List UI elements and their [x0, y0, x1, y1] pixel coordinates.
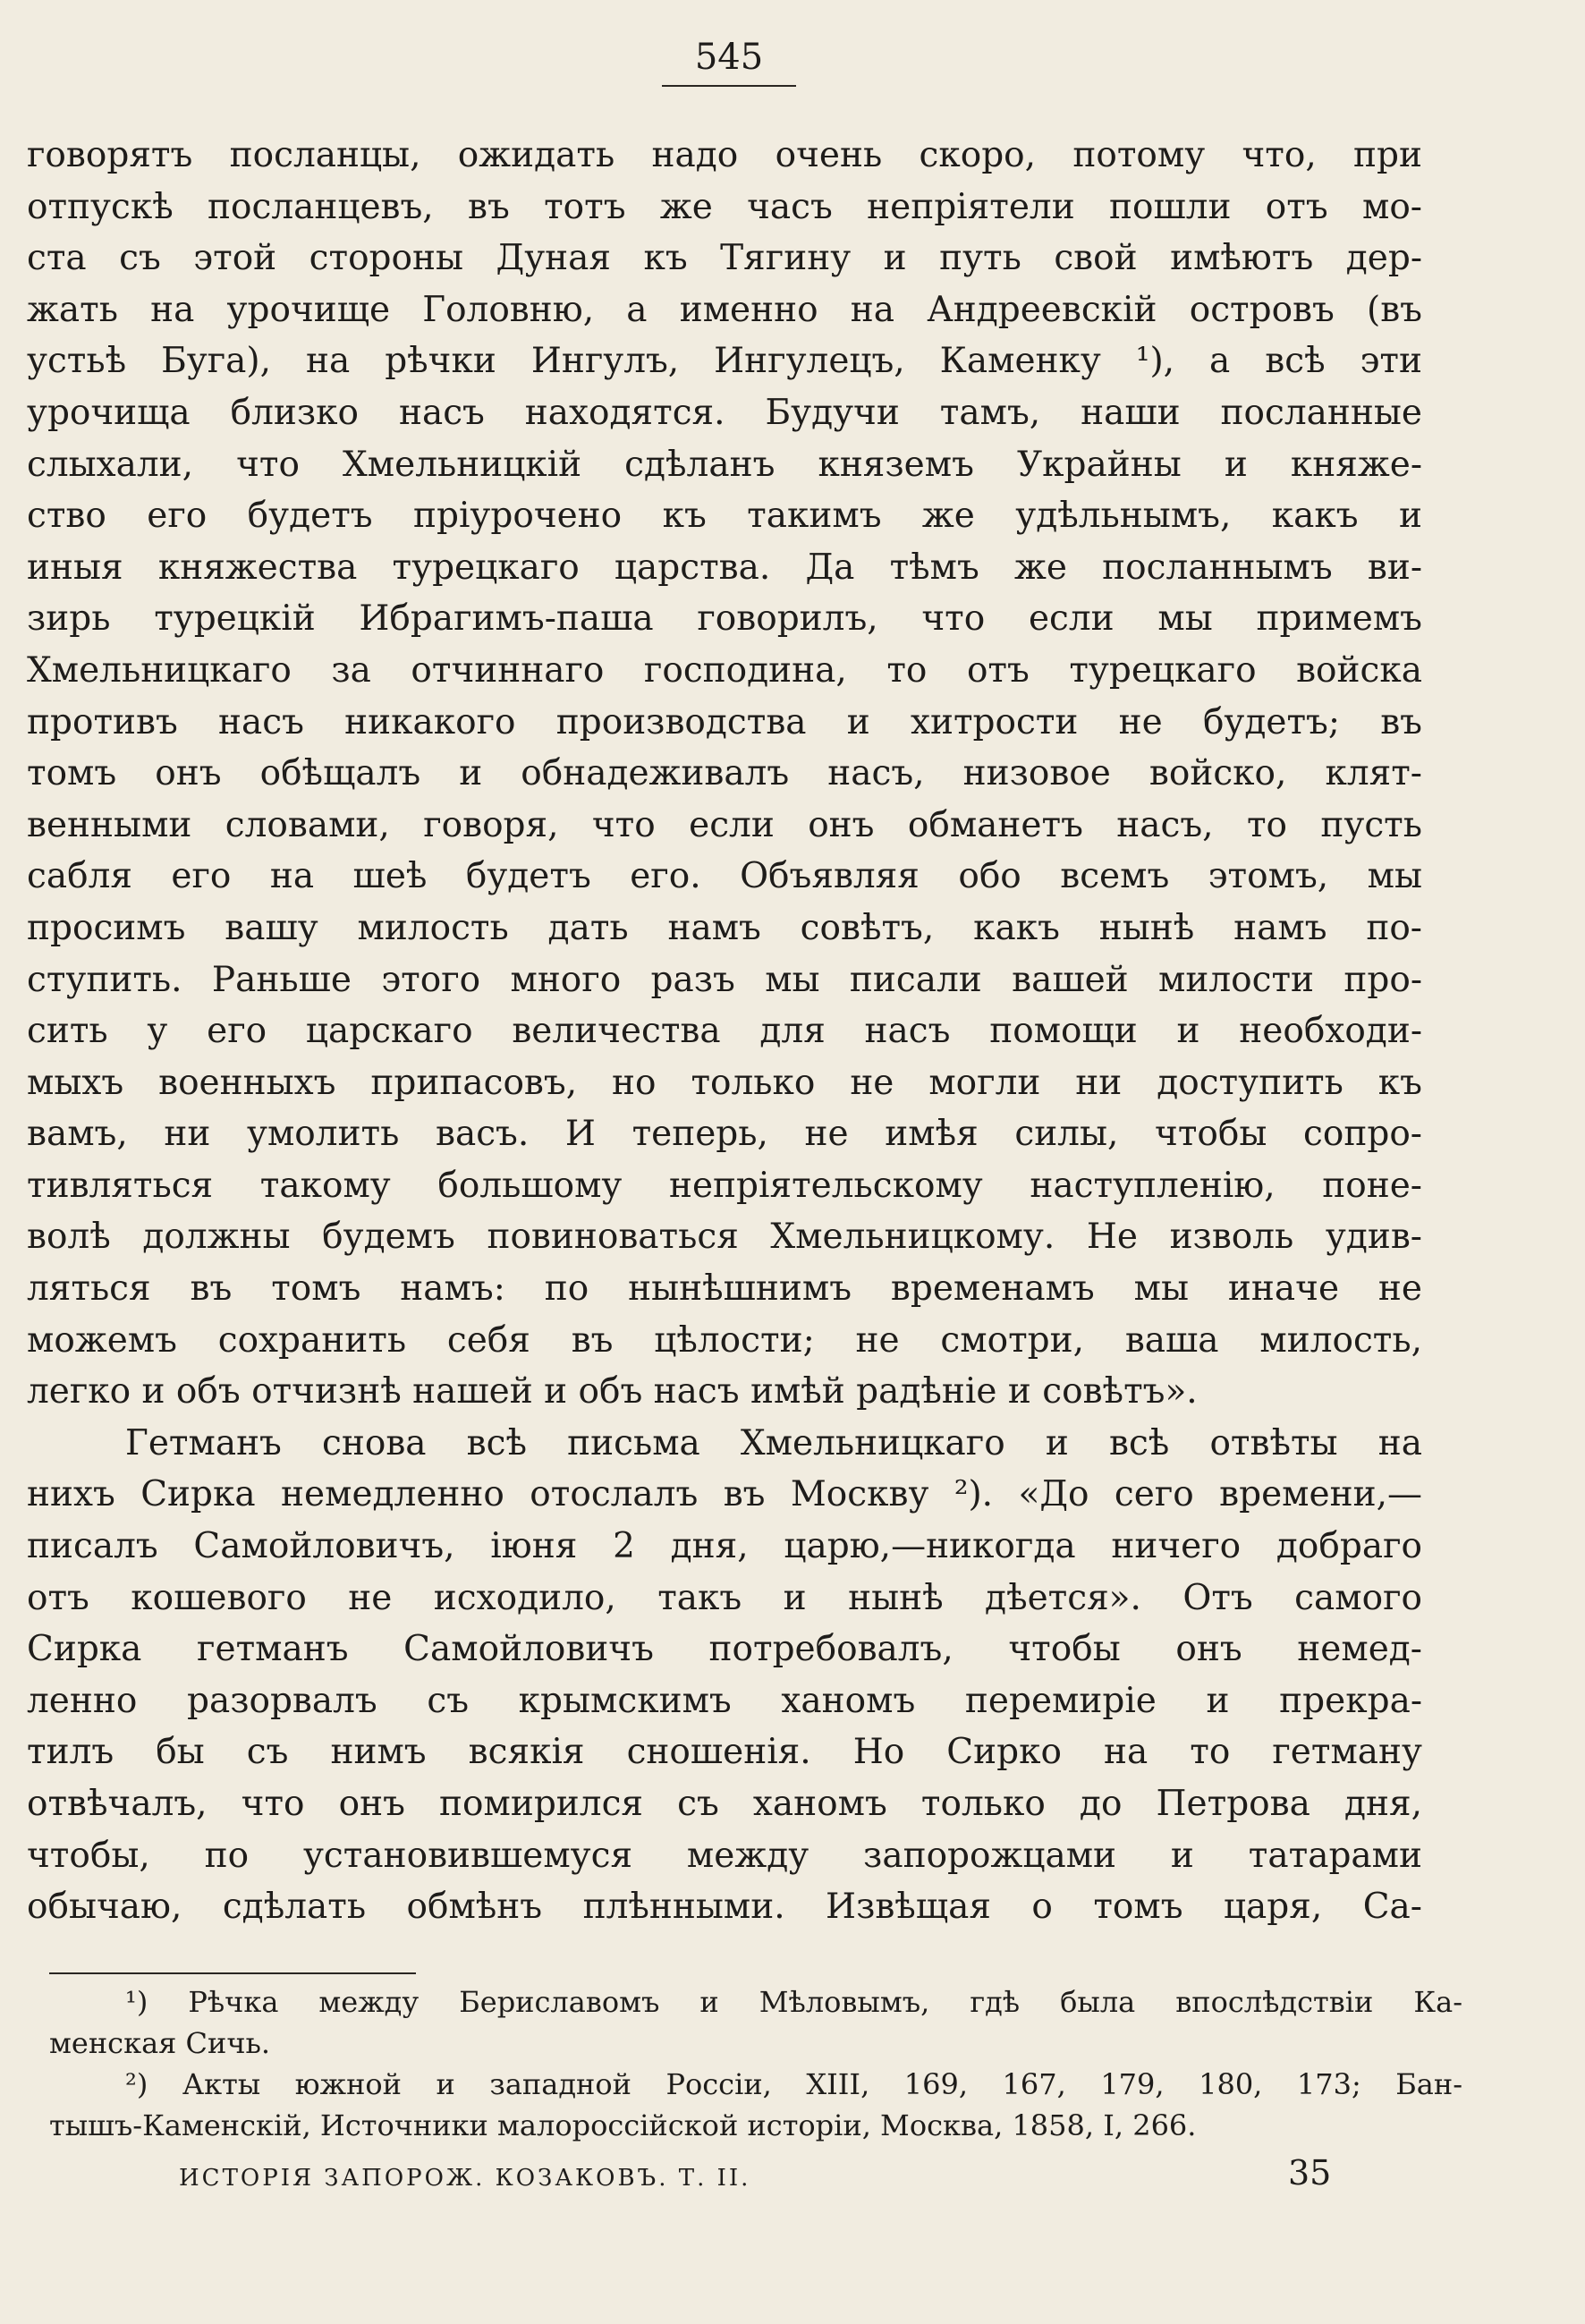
- text-line: сить у его царскаго величества для насъ помощи и необходи-: [27, 1011, 1422, 1052]
- footnotes: [49, 1981, 1462, 2146]
- footnote-line: ¹) Рѣчка между Бериславомъ и Мѣловымъ, гдѣ была впослѣдствіи Ка-: [125, 1985, 1462, 2019]
- text-line: мыхъ военныхъ припасовъ, но только не могли ни доступить къ: [27, 1062, 1422, 1103]
- text-line: отпускѣ посланцевъ, въ тотъ же часъ непріятели пошли отъ мо-: [27, 186, 1422, 227]
- footnote-line: тышъ-Каменскій, Источники малороссійской исторіи, Москва, 1858, I, 266.: [49, 2108, 1197, 2142]
- text-line: вамъ, ни умолить васъ. И теперь, не имѣя силы, чтобы сопро-: [27, 1114, 1422, 1155]
- text-line: устьѣ Буга), на рѣчки Ингулъ, Ингулецъ, Каменку ¹), а всѣ эти: [27, 341, 1422, 382]
- text-line: иныя княжества турецкаго царства. Да тѣмъ же посланнымъ ви-: [27, 547, 1422, 588]
- text-line: отъ кошевого не исходило, такъ и нынѣ дѣется». Отъ самого: [27, 1577, 1422, 1618]
- text-line: чтобы, по установившемуся между запорожцами и татарами: [27, 1835, 1422, 1876]
- sheet-number: 35: [1288, 2153, 1332, 2193]
- text-line: тивляться такому большому непріятельскому наступленію, поне-: [27, 1165, 1422, 1206]
- footnote-line: менская Сичь.: [49, 2026, 271, 2060]
- printer-signature: ИСТОРІЯ ЗАПОРОЖ. КОЗАКОВЪ. Т. II.: [179, 2165, 751, 2192]
- text-line: ство его будетъ пріурочено къ такимъ же удѣльнымъ, какъ и: [27, 496, 1422, 537]
- text-line: жать на урочище Головню, а именно на Андреевскій островъ (въ: [27, 289, 1422, 330]
- text-line: ленно разорвалъ съ крымскимъ ханомъ перемиріе и прекра-: [27, 1680, 1422, 1721]
- text-line: волѣ должны будемъ повиноваться Хмельницкому. Не изволь удив-: [27, 1217, 1422, 1258]
- footnote-separator: [49, 1972, 416, 1974]
- text-line: нихъ Сирка немедленно отослалъ въ Москву ²). «До сего времени,—: [27, 1474, 1422, 1515]
- text-line: ступить. Раньше этого много разъ мы писали вашей милости про-: [27, 959, 1422, 1000]
- text-line: тилъ бы съ нимъ всякія сношенія. Но Сирко на то гетману: [27, 1732, 1422, 1773]
- text-line: легко и объ отчизнѣ нашей и объ насъ имѣй радѣніе и совѣтъ».: [27, 1371, 1198, 1412]
- page-number: 545: [694, 37, 764, 78]
- text-line: просимъ вашу милость дать намъ совѣтъ, какъ нынѣ намъ по-: [27, 907, 1422, 948]
- text-line: слыхали, что Хмельницкій сдѣланъ княземъ Украйны и княже-: [27, 444, 1422, 485]
- text-line: урочища близко насъ находятся. Будучи тамъ, наши посланные: [27, 392, 1422, 433]
- text-line: сабля его на шеѣ будетъ его. Объявляя обо всемъ этомъ, мы: [27, 856, 1422, 897]
- text-line: ляться въ томъ намъ: по нынѣшнимъ временамъ мы иначе не: [27, 1268, 1422, 1310]
- text-line: обычаю, сдѣлать обмѣнъ плѣнными. Извѣщая о томъ царя, Са-: [27, 1887, 1422, 1928]
- text-line: зирь турецкій Ибрагимъ-паша говорилъ, что если мы примемъ: [27, 598, 1422, 640]
- text-line: томъ онъ обѣщалъ и обнадеживалъ насъ, низовое войско, клят-: [27, 753, 1422, 794]
- text-line: венными словами, говоря, что если онъ обманетъ насъ, то пусть: [27, 804, 1422, 845]
- text-line: Сирка гетманъ Самойловичъ потребовалъ, чтобы онъ немед-: [27, 1629, 1422, 1670]
- text-line: противъ насъ никакого производства и хитрости не будетъ; въ: [27, 701, 1422, 742]
- body-text: [27, 130, 1422, 1933]
- text-line: отвѣчалъ, что онъ помирился съ ханомъ только до Петрова дня,: [27, 1784, 1422, 1824]
- text-line: Гетманъ снова всѣ письма Хмельницкаго и всѣ отвѣты на: [125, 1422, 1422, 1463]
- page-number-rule: [662, 85, 796, 87]
- text-line: ста съ этой стороны Дуная къ Тягину и путь свой имѣютъ дер-: [27, 238, 1422, 279]
- text-line: можемъ сохранить себя въ цѣлости; не смотри, ваша милость,: [27, 1319, 1422, 1361]
- footnote-line: ²) Акты южной и западной Россіи, XIII, 169, 167, 179, 180, 173; Бан-: [125, 2067, 1462, 2101]
- text-line: говорятъ посланцы, ожидать надо очень скоро, потому что, при: [27, 135, 1422, 175]
- text-line: писалъ Самойловичъ, іюня 2 дня, царю,—никогда ничего добраго: [27, 1526, 1422, 1567]
- text-line: Хмельницкаго за отчиннаго господина, то отъ турецкаго войска: [27, 649, 1422, 691]
